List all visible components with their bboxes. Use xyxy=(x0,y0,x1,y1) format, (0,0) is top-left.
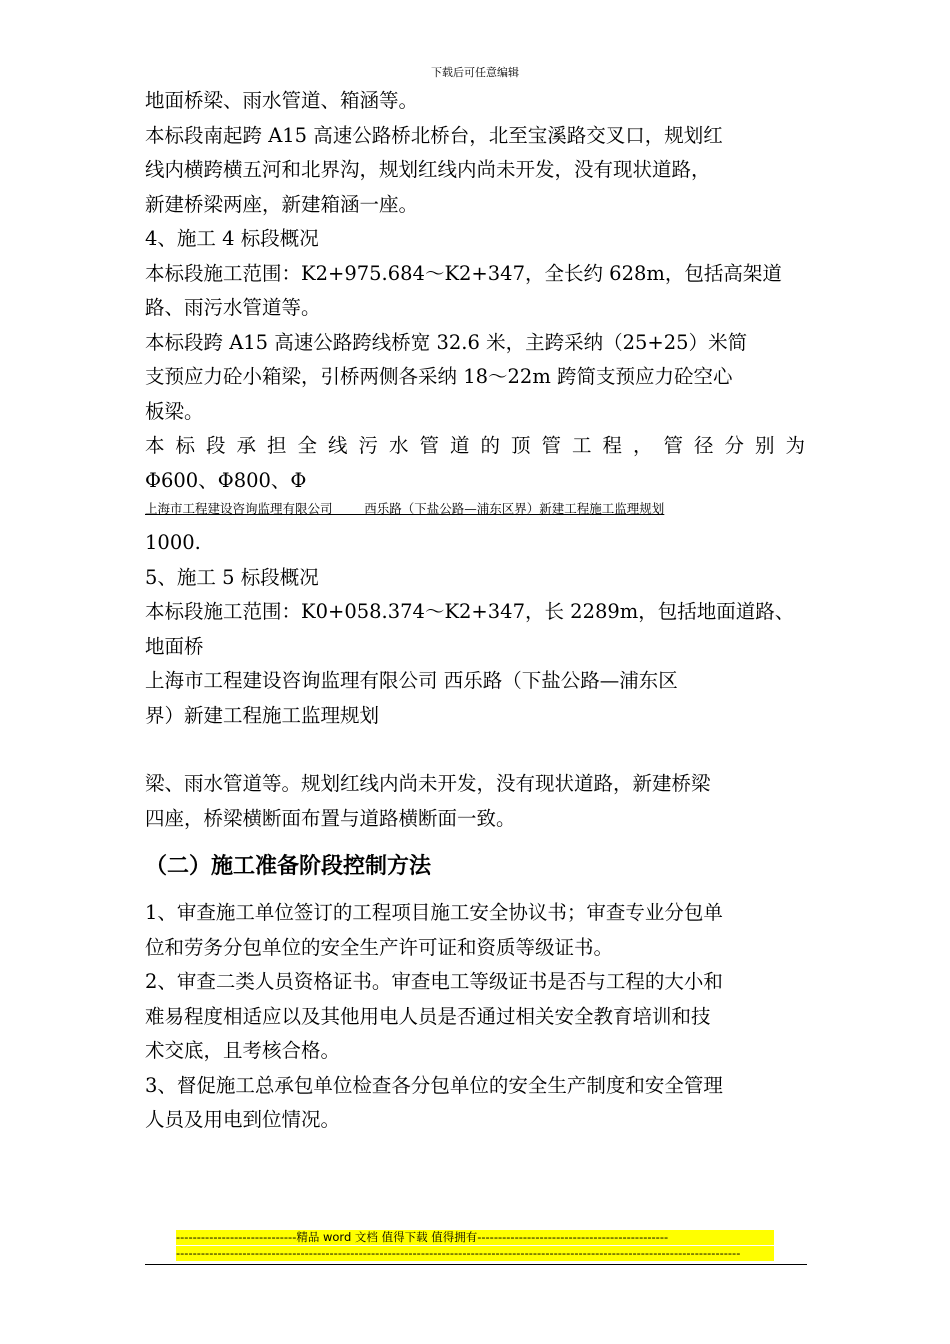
body-line: 术交底，且考核合格。 xyxy=(145,1039,341,1062)
body-line: 本标段南起跨 A15 高速公路桥北桥台，北至宝溪路交叉口，规划红 xyxy=(145,123,723,147)
body-line: 上海市工程建设咨询监理有限公司 西乐路（下盐公路—浦东区 xyxy=(145,669,678,692)
body-line: 四座，桥梁横断面布置与道路横断面一致。 xyxy=(145,806,516,830)
footer-rule xyxy=(145,1264,807,1265)
body-line: 地面桥 xyxy=(145,634,204,658)
body-line: 3、督促施工总承包单位检查各分包单位的安全生产制度和安全管理 xyxy=(145,1073,723,1097)
body-line: 难易程度相适应以及其他用电人员是否通过相关安全教育培训和技 xyxy=(145,1004,711,1028)
body-line: 本标段施工范围：K0+058.374～K2+347，长 2289m，包括地面道路、 xyxy=(145,600,795,623)
body-line: 1000. xyxy=(145,531,201,554)
body-line: 梁、雨水管道等。规划红线内尚未开发，没有现状道路，新建桥梁 xyxy=(145,772,711,795)
body-line: 本标段施工范围：K2+975.684～K2+347，全长约 628m，包括高架道 xyxy=(145,261,782,285)
subsection-title: 4、施工 4 标段概况 xyxy=(145,227,319,250)
body-line: 线内横跨横五河和北界沟，规划红线内尚未开发，没有现状道路， xyxy=(145,158,711,181)
footer-banner-dashes: ---------------------------------------------------------------------------------------------------------------------------------------- xyxy=(176,1246,774,1261)
body-line: 支预应力砼小箱梁，引桥两侧各采纳 18～22m 跨简支预应力砼空心 xyxy=(145,365,733,388)
body-line: 位和劳务分包单位的安全生产许可证和资质等级证书。 xyxy=(145,935,614,959)
body-line: 人员及用电到位情况。 xyxy=(145,1108,341,1131)
subsection-title: 5、施工 5 标段概况 xyxy=(145,565,319,589)
body-line-justified: 本标段承担全线污水管道的顶管工程，管径分别为 xyxy=(145,434,817,457)
paragraph-gap xyxy=(145,733,835,767)
body-line: 新建桥梁两座，新建箱涵一座。 xyxy=(145,192,419,216)
section-heading: （二）施工准备阶段控制方法 xyxy=(145,854,432,879)
body-line: 1、审查施工单位签订的工程项目施工安全协议书；审查专业分包单 xyxy=(145,901,723,924)
body-line: 界）新建工程施工监理规划 xyxy=(145,703,380,727)
running-footer: 上海市工程建设咨询监理有限公司 西乐路（下盐公路—浦东区界）新建工程施工监理规划 xyxy=(145,501,665,516)
footer-banner: -----------------------------精品 word 文档 值得下载 值得拥有---------------------------------------------- xyxy=(176,1230,774,1245)
body-line: 2、审查二类人员资格证书。审查电工等级证书是否与工程的大小和 xyxy=(145,970,723,993)
document-body xyxy=(145,84,835,1138)
body-line: 板梁。 xyxy=(145,399,204,423)
body-line: 路、雨污水管道等。 xyxy=(145,296,321,319)
header-note: 下载后可任意编辑 xyxy=(431,66,519,79)
body-line: 地面桥梁、雨水管道、箱涵等。 xyxy=(145,89,419,112)
body-line: Φ600、Φ800、Φ xyxy=(145,468,307,492)
body-line: 本标段跨 A15 高速公路跨线桥宽 32.6 米，主跨采纳（25+25）米简 xyxy=(145,330,748,354)
